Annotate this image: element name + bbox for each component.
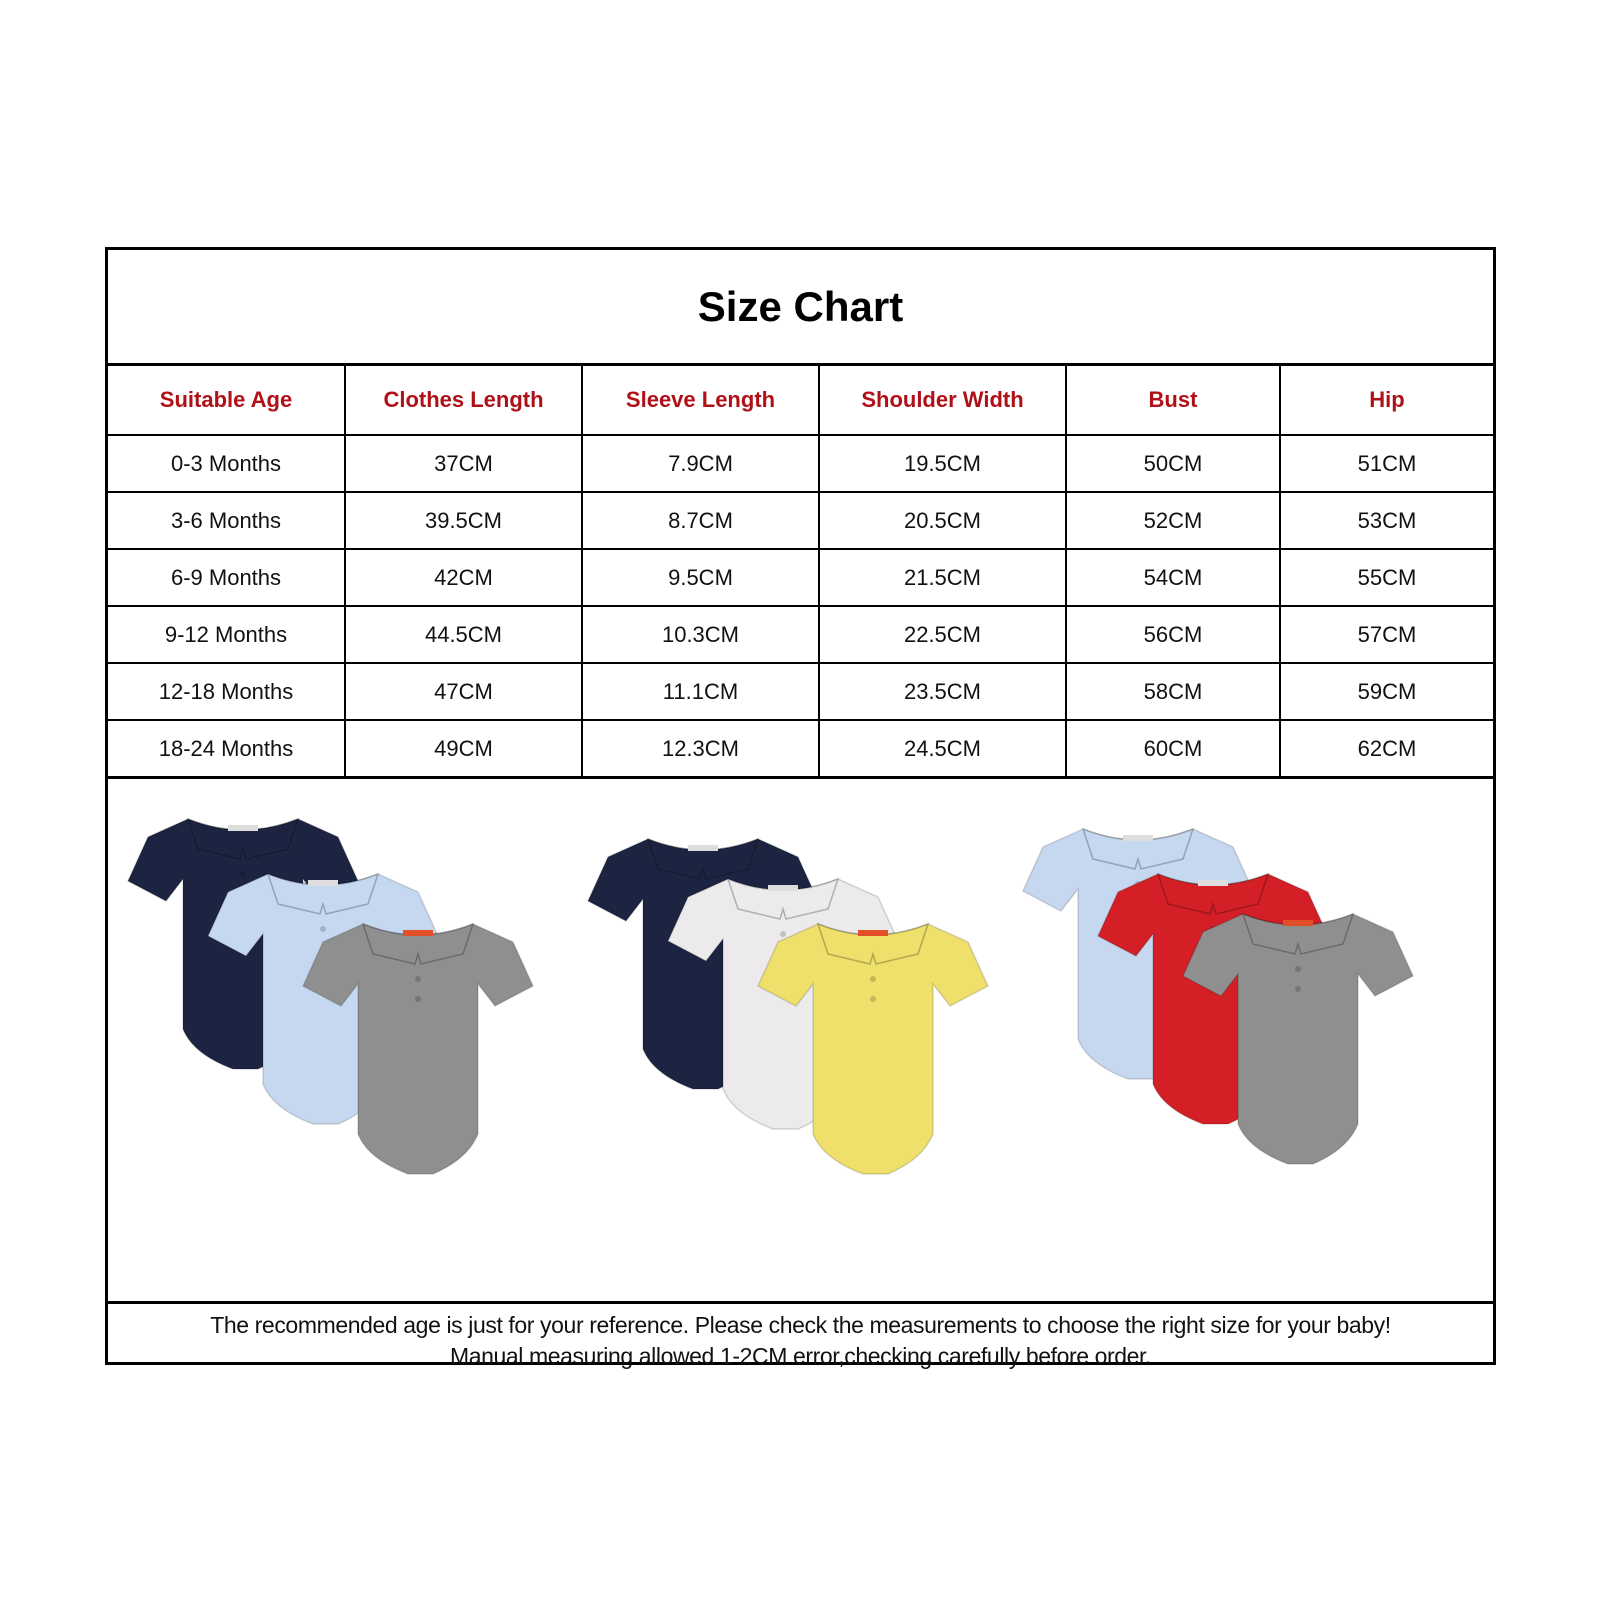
header-suitable-age: Suitable Age — [108, 366, 345, 435]
cell-hip: 53CM — [1280, 492, 1493, 549]
cell-sleeve-length: 8.7CM — [582, 492, 819, 549]
cell-age: 0-3 Months — [108, 435, 345, 492]
table-row — [108, 720, 1493, 778]
cell-hip: 62CM — [1280, 720, 1493, 778]
header-bust: Bust — [1066, 366, 1280, 435]
header-row — [108, 366, 1493, 435]
size-table — [108, 366, 1493, 779]
table-row — [108, 492, 1493, 549]
cell-bust: 50CM — [1066, 435, 1280, 492]
size-note — [108, 1304, 1493, 1378]
cell-bust: 54CM — [1066, 549, 1280, 606]
cell-age: 18-24 Months — [108, 720, 345, 778]
table-row — [108, 606, 1493, 663]
cell-sleeve-length: 12.3CM — [582, 720, 819, 778]
cell-shoulder-width: 23.5CM — [819, 663, 1066, 720]
size-chart-frame — [105, 247, 1496, 1369]
header-hip: Hip — [1280, 366, 1493, 435]
note-line-2: Manual measuring allowed 1-2CM error,checking carefully before order. — [449, 1343, 1152, 1369]
header-clothes-length: Clothes Length — [345, 366, 582, 435]
cell-sleeve-length: 10.3CM — [582, 606, 819, 663]
cell-bust: 60CM — [1066, 720, 1280, 778]
cell-hip: 57CM — [1280, 606, 1493, 663]
cell-age: 9-12 Months — [108, 606, 345, 663]
cell-shoulder-width: 21.5CM — [819, 549, 1066, 606]
cell-age: 6-9 Months — [108, 549, 345, 606]
cell-clothes-length: 47CM — [345, 663, 582, 720]
cell-shoulder-width: 20.5CM — [819, 492, 1066, 549]
cell-bust: 52CM — [1066, 492, 1280, 549]
cell-hip: 59CM — [1280, 663, 1493, 720]
cell-shoulder-width: 22.5CM — [819, 606, 1066, 663]
cell-clothes-length: 42CM — [345, 549, 582, 606]
cell-age: 12-18 Months — [108, 663, 345, 720]
cell-sleeve-length: 11.1CM — [582, 663, 819, 720]
cell-bust: 56CM — [1066, 606, 1280, 663]
note-line-1: The recommended age is just for your reference. Please check the measurements to choose the right size for your baby! — [210, 1312, 1391, 1338]
cell-clothes-length: 39.5CM — [345, 492, 582, 549]
cell-sleeve-length: 9.5CM — [582, 549, 819, 606]
bodysuit-illustrations — [108, 779, 1493, 1298]
cell-age: 3-6 Months — [108, 492, 345, 549]
cell-sleeve-length: 7.9CM — [582, 435, 819, 492]
cell-clothes-length: 37CM — [345, 435, 582, 492]
cell-shoulder-width: 24.5CM — [819, 720, 1066, 778]
header-shoulder-width: Shoulder Width — [819, 366, 1066, 435]
chart-title: Size Chart — [108, 250, 1493, 366]
cell-hip: 55CM — [1280, 549, 1493, 606]
cell-shoulder-width: 19.5CM — [819, 435, 1066, 492]
table-row — [108, 435, 1493, 492]
cell-clothes-length: 49CM — [345, 720, 582, 778]
cell-clothes-length: 44.5CM — [345, 606, 582, 663]
cell-bust: 58CM — [1066, 663, 1280, 720]
table-row — [108, 549, 1493, 606]
product-photos — [108, 779, 1493, 1304]
header-sleeve-length: Sleeve Length — [582, 366, 819, 435]
cell-hip: 51CM — [1280, 435, 1493, 492]
table-row — [108, 663, 1493, 720]
